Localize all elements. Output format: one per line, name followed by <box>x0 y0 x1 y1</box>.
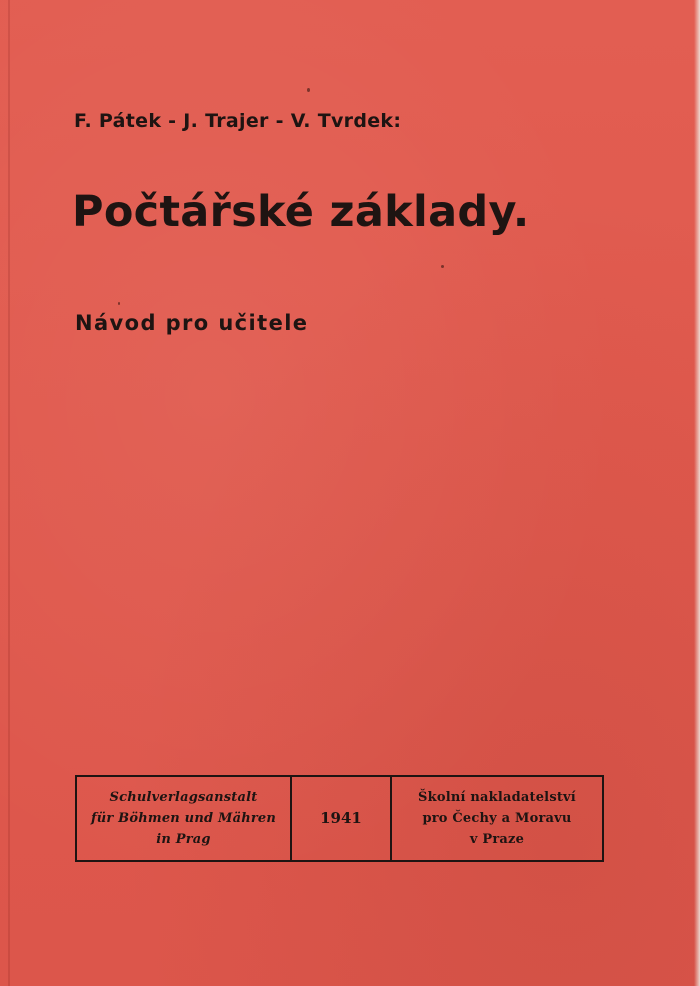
paper-speck <box>307 88 310 92</box>
publisher-czech-line: Školní nakladatelství <box>418 790 576 805</box>
page-edge <box>694 0 700 986</box>
publisher-german-line: Schulverlagsanstalt <box>109 790 258 805</box>
publisher-german-line: für Böhmen und Mähren <box>90 811 277 826</box>
authors-line: F. Pátek - J. Trajer - V. Tvrdek: <box>74 110 402 132</box>
paper-speck <box>118 302 120 305</box>
publisher-czech-line: pro Čechy a Moravu <box>422 811 572 826</box>
publication-year <box>292 777 392 860</box>
publisher-german <box>77 777 292 860</box>
publisher-czech-line: v Praze <box>469 832 525 847</box>
publisher-german-line: in Prag <box>156 832 211 847</box>
publisher-czech <box>392 777 602 860</box>
spine-fold <box>8 0 10 986</box>
book-title: Počtářské základy. <box>72 187 530 237</box>
publisher-box <box>75 775 604 862</box>
paper-speck <box>441 265 444 268</box>
book-subtitle: Návod pro učitele <box>75 311 309 335</box>
year-label: 1941 <box>320 809 362 827</box>
